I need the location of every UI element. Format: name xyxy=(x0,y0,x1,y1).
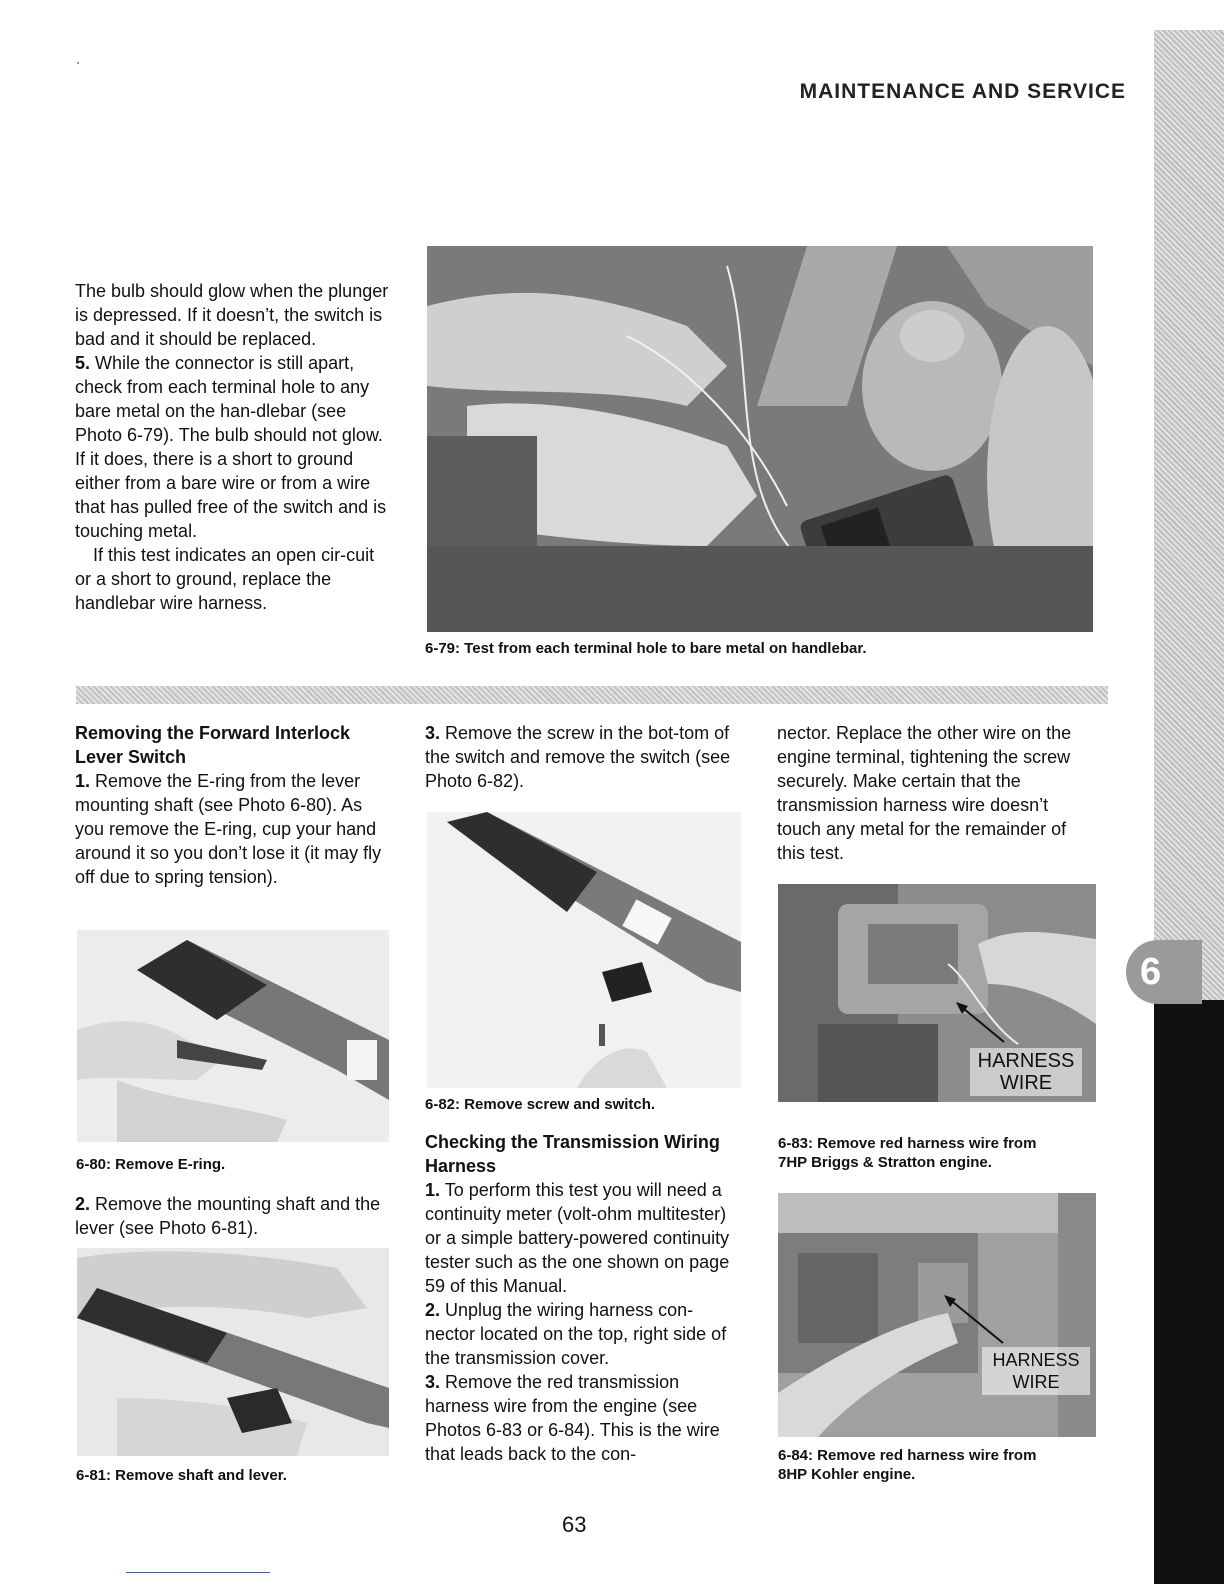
col2-step-3-text: Remove the screw in the bot-tom of the switch and remove the switch (see Photo 6-82). xyxy=(425,723,731,791)
section-divider xyxy=(76,686,1108,704)
col2-step-3-para xyxy=(425,721,735,793)
heading-forward-interlock xyxy=(75,721,393,769)
col2-step-3-number: 3. xyxy=(425,723,441,743)
col3-text xyxy=(777,721,1093,865)
step-5-text: While the connector is still apart, check from each terminal hole to any bare metal on the han-dlebar (see Photo 6-79). The bulb should not glow. If it does, there is a short to ground either from a bare wire or from a wire that has pulled free of the switch and is touching metal. xyxy=(75,353,387,541)
page-number: 63 xyxy=(562,1512,587,1537)
photo-6-83-label-line2: WIRE xyxy=(999,1072,1053,1094)
heading-forward-interlock-line2: Lever Switch xyxy=(75,747,187,767)
col2-t-step-3 xyxy=(425,1370,741,1466)
photo-6-81-image xyxy=(77,1248,389,1456)
photo-6-83-label-line1: HARNESS xyxy=(977,1050,1075,1072)
caption-6-82: 6-82: Remove screw and switch. xyxy=(425,1096,656,1113)
col2-t-step-1 xyxy=(425,1178,741,1298)
chapter-tab: 6 xyxy=(1126,940,1202,1004)
col2-t-step-2-text: Unplug the wiring harness con-nector located on the top, right side of the transmission cover. xyxy=(425,1300,727,1368)
photo-6-84 xyxy=(778,1193,1096,1437)
caption-6-83 xyxy=(778,1134,1096,1172)
col1-step-1 xyxy=(75,769,393,889)
step-5-number: 5. xyxy=(75,353,91,373)
col2-step-3 xyxy=(425,721,735,793)
col1-step-1-text: Remove the E-ring from the lever mounting shaft (see Photo 6-80). As you remove the E-ring, cup your hand around it so you don’t lose it (it may fly off due to spring tension). xyxy=(75,771,382,887)
col1-step-2-para xyxy=(75,1192,393,1240)
col2-t-step-1-text: To perform this test you will need a continuity meter (volt-ohm multitester) or a simple battery-powered continuity tester such as the one shown on page 59 of this Manual. xyxy=(425,1180,730,1296)
col2-t-step-2-number: 2. xyxy=(425,1300,441,1320)
heading-transmission-line2: Harness xyxy=(425,1156,497,1176)
photo-6-84-image xyxy=(778,1193,1096,1437)
photo-6-84-label xyxy=(982,1347,1090,1395)
col2-transmission-text xyxy=(425,1130,741,1466)
caption-6-79: 6-79: Test from each terminal hole to bare metal on handlebar. xyxy=(425,640,867,657)
col1-step-2-text: Remove the mounting shaft and the lever (see Photo 6-81). xyxy=(75,1194,381,1238)
photo-6-82 xyxy=(427,812,741,1088)
header-title: MAINTENANCE AND SERVICE xyxy=(799,80,1126,103)
caption-6-80: 6-80: Remove E-ring. xyxy=(76,1156,226,1173)
col1-step-2-number: 2. xyxy=(75,1194,91,1214)
heading-forward-interlock-line1: Removing the Forward Interlock xyxy=(75,723,351,743)
footer-rule xyxy=(126,1572,270,1573)
para-bulb-glow: The bulb should glow when the plunger is depressed. If it doesn’t, the switch is bad and it should be replaced. xyxy=(75,281,389,349)
col1-step-2 xyxy=(75,1192,393,1240)
photo-6-79 xyxy=(427,246,1093,632)
caption-6-84-line2: 8HP Kohler engine. xyxy=(778,1466,916,1483)
photo-6-80-image xyxy=(77,930,389,1142)
step-5 xyxy=(75,351,393,543)
top-left-text xyxy=(75,279,393,615)
col2-t-step-2 xyxy=(425,1298,741,1370)
caption-6-83-line1: 6-83: Remove red harness wire from xyxy=(778,1135,1037,1152)
col2-t-step-1-number: 1. xyxy=(425,1180,441,1200)
photo-6-81 xyxy=(77,1248,389,1456)
col1-step-1-number: 1. xyxy=(75,771,91,791)
photo-6-80 xyxy=(77,930,389,1142)
photo-6-84-label-line2: WIRE xyxy=(1012,1372,1060,1392)
caption-6-81: 6-81: Remove shaft and lever. xyxy=(76,1467,287,1484)
photo-6-82-image xyxy=(427,812,741,1088)
heading-transmission-line1: Checking the Transmission Wiring xyxy=(425,1132,720,1152)
right-edge-dark-band xyxy=(1154,1000,1224,1584)
photo-6-79-image xyxy=(427,246,1093,632)
caption-6-84 xyxy=(778,1446,1096,1484)
col2-t-step-3-text: Remove the red transmission harness wire from the engine (see Photos 6-83 or 6-84). This is the wire that leads back to the con- xyxy=(425,1372,720,1464)
photo-6-84-label-line1: HARNESS xyxy=(992,1350,1080,1370)
caption-6-84-line1: 6-84: Remove red harness wire from xyxy=(778,1447,1037,1464)
col3-para: nector. Replace the other wire on the engine terminal, tightening the screw securely. Make certain that the transmission harness wire doesn’t touch any metal for the remainder of this test. xyxy=(777,723,1072,863)
para-open-circuit: If this test indicates an open cir-cuit or a short to ground, replace the handlebar wire harness. xyxy=(75,545,375,613)
column-1-text xyxy=(75,721,393,889)
caption-6-83-line2: 7HP Briggs & Stratton engine. xyxy=(778,1154,992,1171)
scan-speck xyxy=(77,62,79,64)
col2-t-step-3-number: 3. xyxy=(425,1372,441,1392)
heading-transmission-harness xyxy=(425,1130,741,1178)
photo-6-83-label xyxy=(970,1048,1082,1096)
photo-6-83 xyxy=(778,884,1096,1102)
